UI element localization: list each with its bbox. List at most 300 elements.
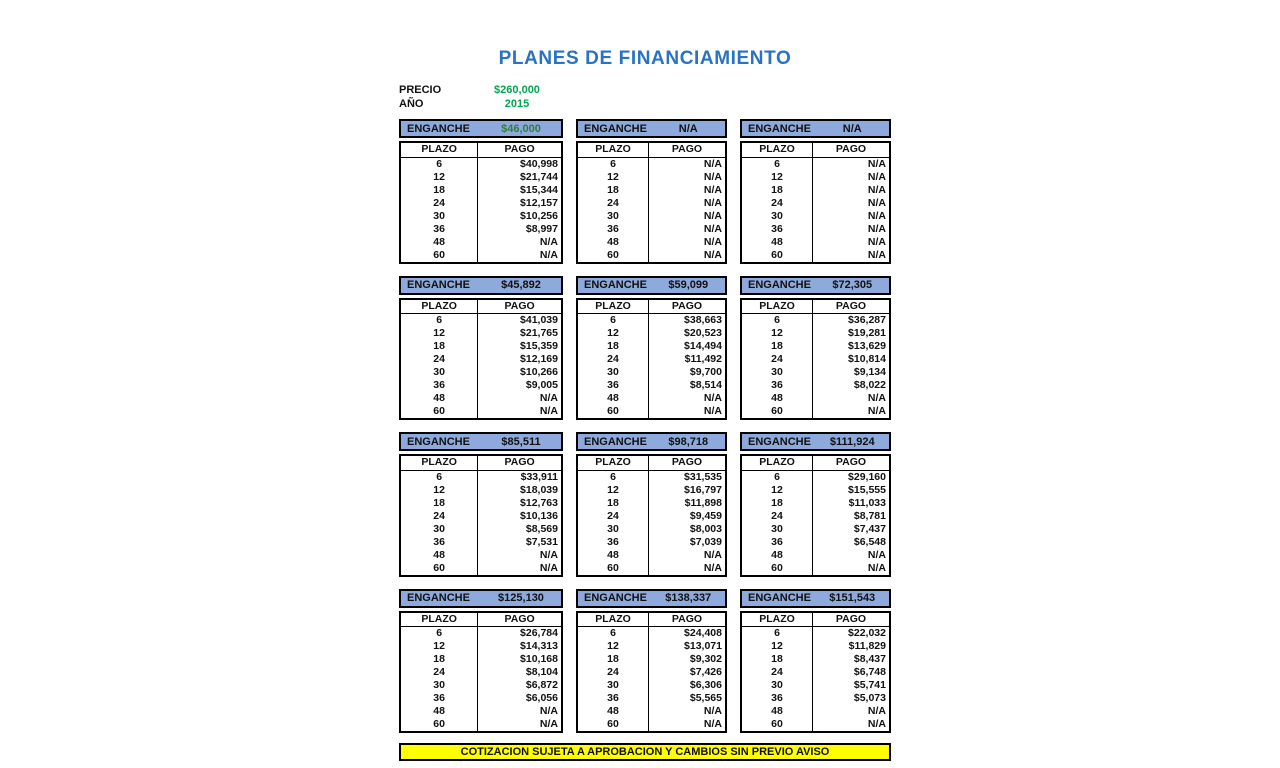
payment-row (577, 627, 726, 641)
pago-cell: N/A (867, 548, 886, 561)
plazo-cell: 18 (741, 497, 813, 510)
plazo-column-header: PLAZO (577, 142, 649, 157)
plazo-cell: 12 (741, 484, 813, 497)
payment-row (400, 171, 562, 184)
pago-cell: $6,872 (525, 679, 558, 691)
pago-cell: N/A (703, 405, 722, 417)
pago-cell: $26,784 (520, 627, 558, 639)
payment-table-header-row (577, 455, 726, 470)
plazo-cell: 18 (400, 340, 478, 353)
payment-row (577, 327, 726, 340)
plazo-cell: 30 (400, 210, 478, 223)
enganche-header (576, 432, 727, 451)
plazo-cell: 12 (400, 484, 478, 497)
pago-cell: N/A (539, 561, 558, 574)
plazo-cell: 36 (577, 379, 649, 392)
plazo-cell: 6 (741, 470, 813, 484)
payment-row (741, 679, 890, 692)
payment-row (400, 157, 562, 171)
payment-row (400, 653, 562, 666)
pago-column-header: PAGO (813, 612, 890, 627)
payment-table (399, 454, 563, 577)
plazo-cell: 36 (577, 223, 649, 236)
payment-row (577, 718, 726, 732)
plazo-cell: 18 (577, 497, 649, 510)
payment-row (400, 236, 562, 249)
payment-table (399, 141, 563, 264)
pago-cell: N/A (703, 209, 722, 222)
pago-cell: $33,911 (520, 470, 558, 483)
payment-row (577, 197, 726, 210)
pago-cell: N/A (867, 222, 886, 235)
pago-cell: $5,073 (853, 692, 886, 704)
payment-row (741, 184, 890, 197)
plazo-cell: 12 (741, 640, 813, 653)
payment-row (400, 223, 562, 236)
payment-row (741, 236, 890, 249)
payment-row (577, 562, 726, 576)
payment-row (741, 549, 890, 562)
plazo-cell: 30 (741, 366, 813, 379)
payment-row (400, 470, 562, 484)
plazo-cell: 6 (400, 157, 478, 171)
pago-cell: N/A (539, 705, 558, 717)
payment-row (400, 549, 562, 562)
anio-value: 2015 (504, 98, 530, 110)
payment-row (400, 314, 562, 328)
payment-row (577, 510, 726, 523)
pago-cell: N/A (703, 248, 722, 261)
pago-cell: N/A (703, 548, 722, 561)
plazo-cell: 6 (400, 470, 478, 484)
plazo-cell: 48 (400, 705, 478, 718)
pago-cell: $10,266 (520, 366, 558, 378)
pago-cell: $8,514 (689, 379, 722, 391)
payment-table (740, 611, 891, 734)
enganche-label: ENGANCHE (748, 435, 811, 448)
pago-cell: $41,039 (520, 314, 558, 326)
plazo-cell: 60 (400, 562, 478, 576)
plazo-cell: 36 (400, 692, 478, 705)
plazo-cell: 36 (577, 536, 649, 549)
plazo-cell: 60 (741, 405, 813, 419)
payment-table-header-row (741, 299, 890, 314)
payment-row (577, 497, 726, 510)
payment-row (741, 210, 890, 223)
financing-plan (576, 432, 727, 577)
pago-cell: $10,168 (520, 653, 558, 665)
enganche-header (399, 432, 563, 451)
pago-cell: $6,306 (689, 679, 722, 691)
plazo-cell: 24 (577, 353, 649, 366)
pago-cell: N/A (867, 561, 886, 574)
plazo-cell: 6 (577, 627, 649, 641)
plazo-column-header: PLAZO (741, 455, 813, 470)
pago-cell: N/A (867, 392, 886, 404)
enganche-label: ENGANCHE (584, 122, 647, 135)
payment-row (400, 666, 562, 679)
plazo-cell: 24 (741, 510, 813, 523)
pago-column-header: PAGO (813, 299, 890, 314)
plazo-cell: 18 (741, 184, 813, 197)
payment-row (741, 640, 890, 653)
enganche-header (576, 276, 727, 295)
financing-plan (740, 589, 891, 734)
payment-row (400, 249, 562, 263)
plazo-cell: 30 (741, 523, 813, 536)
plazo-column-header: PLAZO (741, 299, 813, 314)
plazo-cell: 12 (577, 171, 649, 184)
plazo-cell: 60 (741, 562, 813, 576)
pago-cell: $14,494 (684, 340, 722, 352)
payment-row (400, 405, 562, 419)
payment-row (400, 340, 562, 353)
pago-cell: N/A (703, 705, 722, 717)
payment-row (400, 210, 562, 223)
payment-table (740, 298, 891, 421)
payment-row (400, 562, 562, 576)
plazo-cell: 6 (400, 314, 478, 328)
pago-cell: N/A (539, 235, 558, 248)
plazo-cell: 60 (400, 249, 478, 263)
payment-row (577, 484, 726, 497)
payment-row (577, 379, 726, 392)
plazo-cell: 30 (577, 679, 649, 692)
plazo-cell: 24 (400, 197, 478, 210)
payment-row (577, 470, 726, 484)
plazo-cell: 6 (400, 627, 478, 641)
payment-row (741, 314, 890, 328)
plazo-cell: 60 (400, 405, 478, 419)
plazo-cell: 24 (577, 666, 649, 679)
payment-table-header-row (400, 142, 562, 157)
enganche-value: N/A (842, 122, 862, 135)
payment-row (577, 679, 726, 692)
payment-table (576, 611, 727, 734)
payment-row (577, 405, 726, 419)
enganche-value: $138,337 (665, 592, 712, 604)
payment-row (577, 705, 726, 718)
precio-label: PRECIO (399, 84, 442, 96)
payment-row (741, 379, 890, 392)
payment-table-header-row (577, 299, 726, 314)
precio-row (399, 83, 891, 97)
plazo-column-header: PLAZO (400, 612, 478, 627)
payment-row (577, 236, 726, 249)
plazo-cell: 12 (577, 327, 649, 340)
payment-row (400, 327, 562, 340)
pago-cell: $7,039 (689, 535, 722, 548)
payment-row (400, 692, 562, 705)
pago-cell: $15,359 (520, 340, 558, 352)
payment-row (577, 523, 726, 536)
pago-cell: N/A (703, 561, 722, 574)
plazo-cell: 48 (741, 236, 813, 249)
payment-row (577, 666, 726, 679)
pago-cell: N/A (703, 196, 722, 209)
pago-cell: N/A (539, 392, 558, 404)
pago-cell: $7,531 (525, 535, 558, 548)
plazo-cell: 36 (577, 692, 649, 705)
payment-row (741, 718, 890, 732)
payment-row (741, 470, 890, 484)
plazo-cell: 18 (577, 340, 649, 353)
enganche-value: $59,099 (668, 279, 709, 291)
pago-cell: N/A (867, 170, 886, 183)
plazo-cell: 18 (577, 184, 649, 197)
plazo-cell: 12 (577, 484, 649, 497)
plazo-cell: 18 (741, 653, 813, 666)
payment-row (741, 705, 890, 718)
plazo-cell: 30 (400, 523, 478, 536)
payment-row (400, 679, 562, 692)
payment-table-header-row (741, 612, 890, 627)
payment-row (577, 210, 726, 223)
anio-row (399, 97, 891, 111)
plazo-cell: 60 (577, 405, 649, 419)
pago-cell: $10,256 (520, 209, 558, 222)
pago-cell: N/A (539, 718, 558, 730)
anio-label: AÑO (399, 98, 424, 110)
financing-plan (740, 119, 891, 264)
pago-cell: $24,408 (684, 627, 722, 639)
payment-table (576, 454, 727, 577)
pago-cell: $5,741 (853, 679, 886, 691)
pago-cell: $21,744 (520, 170, 558, 183)
payment-table-header-row (577, 142, 726, 157)
financing-plan (399, 119, 563, 264)
pago-column-header: PAGO (649, 612, 726, 627)
financing-plan (576, 276, 727, 421)
pago-cell: $7,426 (689, 666, 722, 678)
enganche-label: ENGANCHE (584, 279, 647, 291)
payment-row (577, 392, 726, 405)
plazo-cell: 30 (741, 210, 813, 223)
pago-cell: $8,997 (525, 222, 558, 235)
plazo-cell: 60 (741, 249, 813, 263)
payment-row (741, 223, 890, 236)
payment-row (400, 640, 562, 653)
plazo-cell: 60 (741, 718, 813, 732)
payment-row (741, 510, 890, 523)
pago-cell: $19,281 (848, 327, 886, 339)
plazo-cell: 48 (577, 705, 649, 718)
payment-table-header-row (741, 455, 890, 470)
enganche-label: ENGANCHE (584, 435, 647, 448)
disclaimer-banner: COTIZACION SUJETA A APROBACION Y CAMBIOS SIN PREVIO AVISO (399, 743, 891, 761)
pago-cell: $36,287 (848, 314, 886, 326)
pago-cell: $8,003 (689, 522, 722, 535)
payment-row (400, 705, 562, 718)
plazo-column-header: PLAZO (741, 612, 813, 627)
pago-cell: N/A (539, 248, 558, 261)
plazo-cell: 24 (400, 353, 478, 366)
enganche-header (740, 276, 891, 295)
financing-plan (399, 276, 563, 421)
plazo-cell: 12 (400, 171, 478, 184)
pago-cell: N/A (867, 248, 886, 261)
enganche-value: $45,892 (501, 279, 541, 291)
plazo-cell: 36 (400, 536, 478, 549)
financing-plan (740, 432, 891, 577)
enganche-value: $98,718 (668, 435, 709, 448)
plazo-cell: 24 (741, 353, 813, 366)
pago-cell: N/A (703, 183, 722, 196)
enganche-label: ENGANCHE (407, 592, 470, 604)
payment-row (400, 366, 562, 379)
payment-row (577, 692, 726, 705)
payment-table-header-row (741, 142, 890, 157)
plazo-cell: 36 (741, 379, 813, 392)
pago-cell: $16,797 (684, 483, 722, 496)
pago-column-header: PAGO (649, 455, 726, 470)
pago-cell: $14,313 (520, 640, 558, 652)
plazo-column-header: PLAZO (577, 299, 649, 314)
payment-row (577, 157, 726, 171)
plazo-cell: 36 (741, 692, 813, 705)
pago-cell: $8,781 (853, 509, 886, 522)
plazo-cell: 48 (400, 549, 478, 562)
pago-cell: $12,763 (520, 496, 558, 509)
enganche-value: N/A (678, 122, 698, 135)
pago-cell: $8,022 (853, 379, 886, 391)
plazo-cell: 36 (400, 379, 478, 392)
payment-row (741, 157, 890, 171)
payment-table (399, 298, 563, 421)
enganche-value: $125,130 (498, 592, 544, 604)
payment-row (577, 353, 726, 366)
pago-cell: N/A (867, 209, 886, 222)
plazo-cell: 6 (741, 314, 813, 328)
pago-cell: $8,104 (525, 666, 558, 678)
plazo-cell: 6 (577, 470, 649, 484)
enganche-value: $46,000 (501, 122, 541, 135)
page-title: PLANES DE FINANCIAMIENTO (498, 48, 792, 69)
plazo-cell: 48 (741, 549, 813, 562)
pago-column-header: PAGO (649, 142, 726, 157)
financing-plan (576, 119, 727, 264)
plazo-cell: 24 (400, 666, 478, 679)
plazo-cell: 6 (577, 157, 649, 171)
enganche-header (399, 276, 563, 295)
pago-column-header: PAGO (478, 455, 562, 470)
plazo-cell: 60 (577, 562, 649, 576)
pago-cell: $7,437 (853, 522, 886, 535)
pago-cell: $22,032 (848, 627, 886, 639)
payment-row (400, 523, 562, 536)
plazo-cell: 36 (741, 536, 813, 549)
payment-row (741, 484, 890, 497)
pago-cell: N/A (867, 718, 886, 730)
payment-row (741, 666, 890, 679)
pago-cell: N/A (867, 235, 886, 248)
pago-cell: N/A (867, 196, 886, 209)
pago-cell: $9,302 (689, 653, 722, 665)
pago-cell: $31,535 (684, 470, 722, 483)
payment-row (577, 340, 726, 353)
pago-cell: $9,005 (525, 379, 558, 391)
pago-cell: N/A (703, 170, 722, 183)
enganche-header (576, 119, 727, 138)
payment-row (741, 249, 890, 263)
plazo-cell: 36 (400, 223, 478, 236)
enganche-value: $72,305 (832, 279, 873, 291)
enganche-header (740, 589, 891, 608)
pago-cell: $15,555 (848, 483, 886, 496)
pago-cell: $13,071 (684, 640, 722, 652)
pago-cell: $10,136 (520, 509, 558, 522)
pago-column-header: PAGO (478, 612, 562, 627)
payment-row (400, 353, 562, 366)
pago-cell: N/A (867, 705, 886, 717)
plazo-cell: 6 (577, 314, 649, 328)
plazo-cell: 12 (741, 171, 813, 184)
plazo-cell: 12 (577, 640, 649, 653)
pago-cell: N/A (703, 235, 722, 248)
plazo-cell: 24 (741, 197, 813, 210)
payment-row (741, 627, 890, 641)
payment-table-header-row (577, 612, 726, 627)
pago-cell: $11,829 (848, 640, 886, 652)
plazo-cell: 36 (741, 223, 813, 236)
pago-cell: $6,548 (853, 535, 886, 548)
plazo-column-header: PLAZO (577, 455, 649, 470)
pago-cell: $12,157 (520, 196, 558, 209)
enganche-header (399, 589, 563, 608)
plazo-column-header: PLAZO (400, 142, 478, 157)
payment-row (400, 536, 562, 549)
pago-cell: N/A (703, 222, 722, 235)
payment-row (400, 484, 562, 497)
pago-cell: N/A (703, 157, 722, 170)
pago-cell: $11,033 (848, 496, 886, 509)
plazo-column-header: PLAZO (577, 612, 649, 627)
payment-row (400, 627, 562, 641)
pago-cell: $5,565 (689, 692, 722, 704)
payment-table (576, 141, 727, 264)
plazo-cell: 30 (400, 679, 478, 692)
pago-cell: $38,663 (684, 314, 722, 326)
plazo-cell: 60 (400, 718, 478, 732)
payment-row (400, 197, 562, 210)
enganche-header (740, 119, 891, 138)
pago-cell: $40,998 (520, 157, 558, 170)
pago-cell: $15,344 (520, 183, 558, 196)
payment-row (400, 718, 562, 732)
payment-row (400, 510, 562, 523)
pago-column-header: PAGO (478, 299, 562, 314)
payment-row (400, 379, 562, 392)
plazo-cell: 12 (741, 327, 813, 340)
plazo-cell: 48 (577, 392, 649, 405)
pago-cell: $9,459 (689, 509, 722, 522)
payment-row (577, 249, 726, 263)
enganche-label: ENGANCHE (748, 592, 811, 604)
pago-cell: $11,898 (684, 496, 722, 509)
plazo-cell: 48 (577, 549, 649, 562)
enganche-header (740, 432, 891, 451)
pago-column-header: PAGO (813, 142, 890, 157)
plazo-column-header: PLAZO (741, 142, 813, 157)
payment-row (741, 340, 890, 353)
payment-row (741, 327, 890, 340)
plazo-cell: 30 (577, 366, 649, 379)
pago-cell: $8,569 (525, 522, 558, 535)
financing-plan (576, 589, 727, 734)
pago-cell: $10,814 (848, 353, 886, 365)
pago-cell: $11,492 (684, 353, 722, 365)
pago-cell: N/A (703, 392, 722, 404)
